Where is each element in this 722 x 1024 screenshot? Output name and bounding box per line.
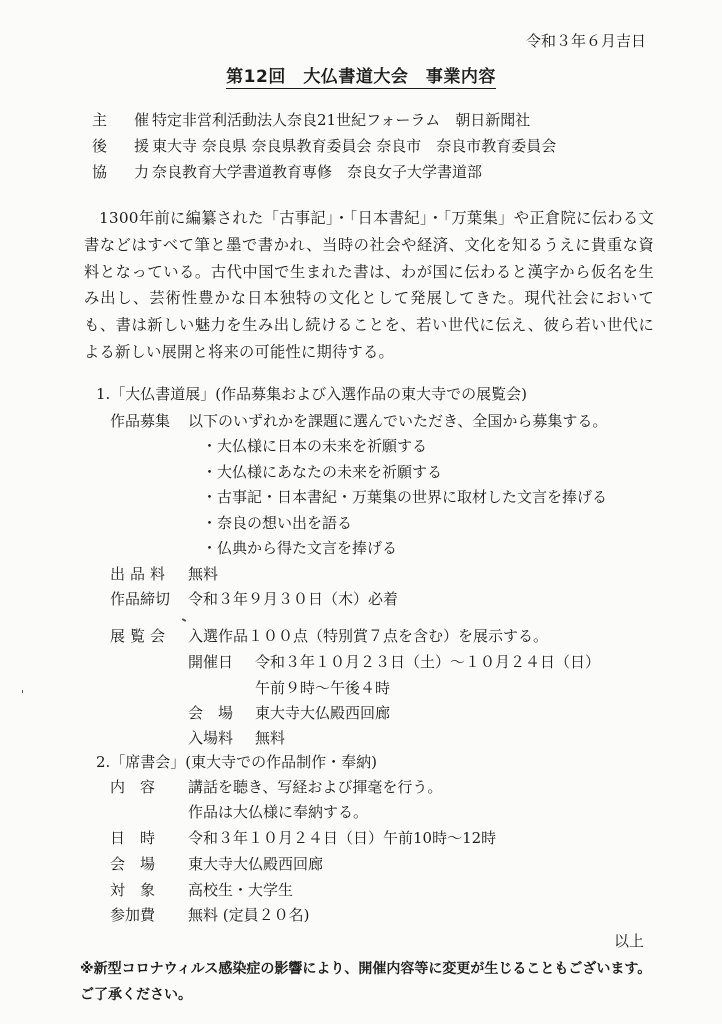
closing-mark: 以上 [613, 932, 644, 950]
intro-text: 1300年前に編纂された「古事記」・「日本書紀」・「万葉集」や正倉院に伝わる文書などはすべて筆と墨で書かれ、当時の社会や経済、文化を知るうえに貴重な資料となっている。古代中国で生まれた書は、わが国に伝わると漢字から仮名を生み出し、芸術性豊かな日本独特の文化として発展してきた。現代社会においても、書は新しい魅力を生み出し続けることを、若い世代に伝え、彼ら若い世代による新しい展開と将来の可能性に期待する。 [84, 209, 654, 361]
recruit-label: 作品募集 [110, 412, 171, 430]
theme-item: ・仏典から得た文言を捧げる [202, 539, 398, 557]
section1-heading: 1.「大仏書道展」(作品募集および入選作品の東大寺での展覧会) [96, 385, 528, 403]
scan-speck [182, 618, 186, 622]
target-value: 高校生・大学生 [188, 881, 294, 899]
theme-item: ・古事記・日本書紀・万葉集の世界に取材した文言を捧げる [202, 488, 608, 506]
organizer-value: 特定非営利活動法人奈良21世紀フォーラム 朝日新聞社 [152, 111, 531, 129]
deadline-label: 作品締切 [110, 590, 171, 608]
venue2-value: 東大寺大仏殿西回廊 [188, 855, 324, 873]
exhibit-text: 入選作品１００点（特別賞７点を含む）を展示する。 [188, 627, 549, 645]
scan-speck [22, 690, 23, 693]
recruit-text: 以下のいずれかを課題に選んでいただき、全国から募集する。 [188, 412, 608, 430]
period-label: 開催日 [188, 653, 234, 671]
venue-value: 東大寺大仏殿西回廊 [255, 704, 391, 722]
fee-value: 無料 [188, 565, 219, 583]
supporter-label: 後 援 [92, 137, 156, 155]
content-line: 講話を聴き、写経および揮毫を行う。 [188, 778, 443, 796]
datetime-label: 日 時 [110, 829, 156, 847]
venue-label: 会 場 [188, 704, 234, 722]
cooperator-label: 協 力 [92, 163, 156, 181]
theme-item: ・大仏様に日本の未来を祈願する [202, 437, 428, 455]
covid-notice: ※新型コロナウィルス感染症の影響により、開催内容等に変更が生じることもございます。 [80, 961, 652, 977]
cooperator-row [92, 161, 482, 182]
exhibit-label: 展覧会 [110, 627, 171, 645]
target-label: 対 象 [110, 881, 156, 899]
participation-fee-label: 参加費 [110, 906, 156, 924]
venue2-label: 会 場 [110, 855, 156, 873]
section2-heading: 2.「席書会」(東大寺での作品制作・奉納) [96, 753, 378, 771]
document-title [0, 62, 722, 87]
content-line: 作品は大仏様に奉納する。 [188, 803, 369, 821]
document-title-text: 第12回 大仏書道大会 事業内容 [226, 67, 496, 87]
deadline-value: 令和３年９月３０日（木）必着 [188, 590, 399, 608]
organizer-label: 主 催 [92, 111, 156, 129]
cooperator-value: 奈良教育大学書道教育専修 奈良女子大学書道部 [152, 163, 483, 181]
fee-label: 出品料 [110, 565, 171, 583]
participation-fee-value: 無料 (定員２０名) [188, 906, 310, 924]
period-value: 令和３年１０月２３日（土）～１０月２４日（日） [255, 653, 601, 671]
organizer-row [92, 109, 530, 130]
datetime-value: 令和３年１０月２４日（日）午前10時～12時 [188, 829, 497, 847]
admission-label: 入場料 [188, 729, 234, 747]
hours-value: 午前９時～午後４時 [255, 679, 391, 697]
content-label: 内 容 [110, 778, 156, 796]
intro-paragraph [84, 205, 654, 366]
theme-item: ・奈良の想い出を語る [202, 514, 353, 532]
theme-item: ・大仏様にあなたの未来を祈願する [202, 463, 443, 481]
issue-date: 令和３年６月吉日 [525, 32, 646, 50]
admission-value: 無料 [255, 729, 286, 747]
supporter-row [92, 135, 556, 156]
covid-notice-confirm: ご了承ください。 [80, 987, 192, 1003]
supporter-value: 東大寺 奈良県 奈良県教育委員会 奈良市 奈良市教育委員会 [152, 137, 557, 155]
